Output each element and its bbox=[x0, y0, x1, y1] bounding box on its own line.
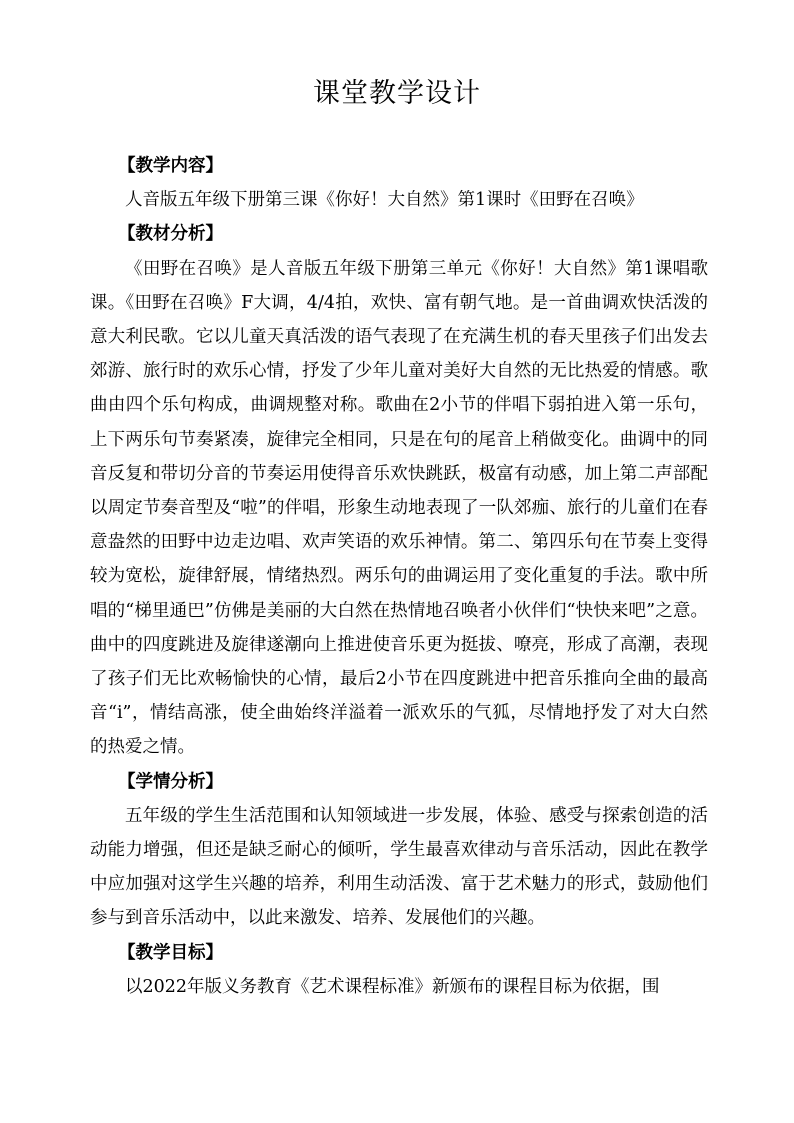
section-paragraph: 《田野在召唤》是人音版五年级下册第三单元《你好！大自然》第1课唱歌课。《田野在召唤》F大调，4/4拍，欢快、富有朝气地。是一首曲调欢快活泼的意大利民歌。它以儿童天真活泼的语气表现了在充满生机的春天里孩子们出发去郊游、旅行时的欢乐心情，抒发了少年儿童对美好大自然的无比热爱的情感。歌曲由四个乐句构成，曲调规整对称。歌曲在2小节的伴唱下弱拍进入第一乐句，上下两乐句节奏紧凑，旋律完全相同，只是在句的尾音上稍做变化。曲调中的同音反复和带切分音的节奏运用使得音乐欢快跳跃，极富有动感，加上第二声部配以周定节奏音型及“啦”的伴唱，形象生动地表现了一队郊痂、旅行的儿童们在春意盎然的田野中边走边唱、欢声笑语的欢乐神情。第二、第四乐句在节奏上变得较为宽松，旋律舒展，情绪热烈。两乐句的曲调运用了变化重复的手法。歌中所唱的“梯里通巴”仿佛是美丽的大白然在热情地召唤者小伙伴们“快快来吧”之意。曲中的四度跳进及旋律遂潮向上推进使音乐更为挺拔、嘹亮，形成了高潮，表现了孩子们无比欢畅愉快的心情，最后2小节在四度跳进中把音乐推向全曲的最高音“i”，情结高涨，使全曲始终洋溢着一派欢乐的气狐，尽情地抒发了对大白然的热爱之情。 bbox=[90, 258, 708, 758]
section-paragraph: 五年级的学生生活范围和认知领域进一步发展，体验、感受与探索创造的活动能力增强，但还是缺乏耐心的倾听，学生最喜欢律动与音乐活动，因此在教学中应加强对这学生兴趣的培养，利用生动活泼、富于艺术魅力的形式，鼓励他们参与到音乐活动中，以此来激发、培养、发展他们的兴趣。 bbox=[90, 805, 708, 929]
section-student-analysis bbox=[90, 765, 708, 936]
section-material-analysis bbox=[90, 217, 708, 764]
section-heading: 【教学目标】 bbox=[118, 942, 223, 963]
section-heading: 【教材分析】 bbox=[118, 224, 223, 245]
section-paragraph: 人音版五年级下册第三课《你好！大自然》第1课时《田野在召唤》 bbox=[125, 190, 644, 211]
section-heading: 【学情分析】 bbox=[118, 771, 223, 792]
section-teaching-content bbox=[90, 149, 708, 217]
section-heading: 【教学内容】 bbox=[118, 156, 223, 176]
page-title: 课堂教学设计 bbox=[313, 78, 481, 109]
section-paragraph: 以2022年版义务教育《艺术课程标准》新颁布的课程目标为依据，围 bbox=[125, 976, 660, 997]
section-teaching-goals bbox=[90, 936, 708, 1004]
document-body bbox=[90, 149, 708, 1004]
